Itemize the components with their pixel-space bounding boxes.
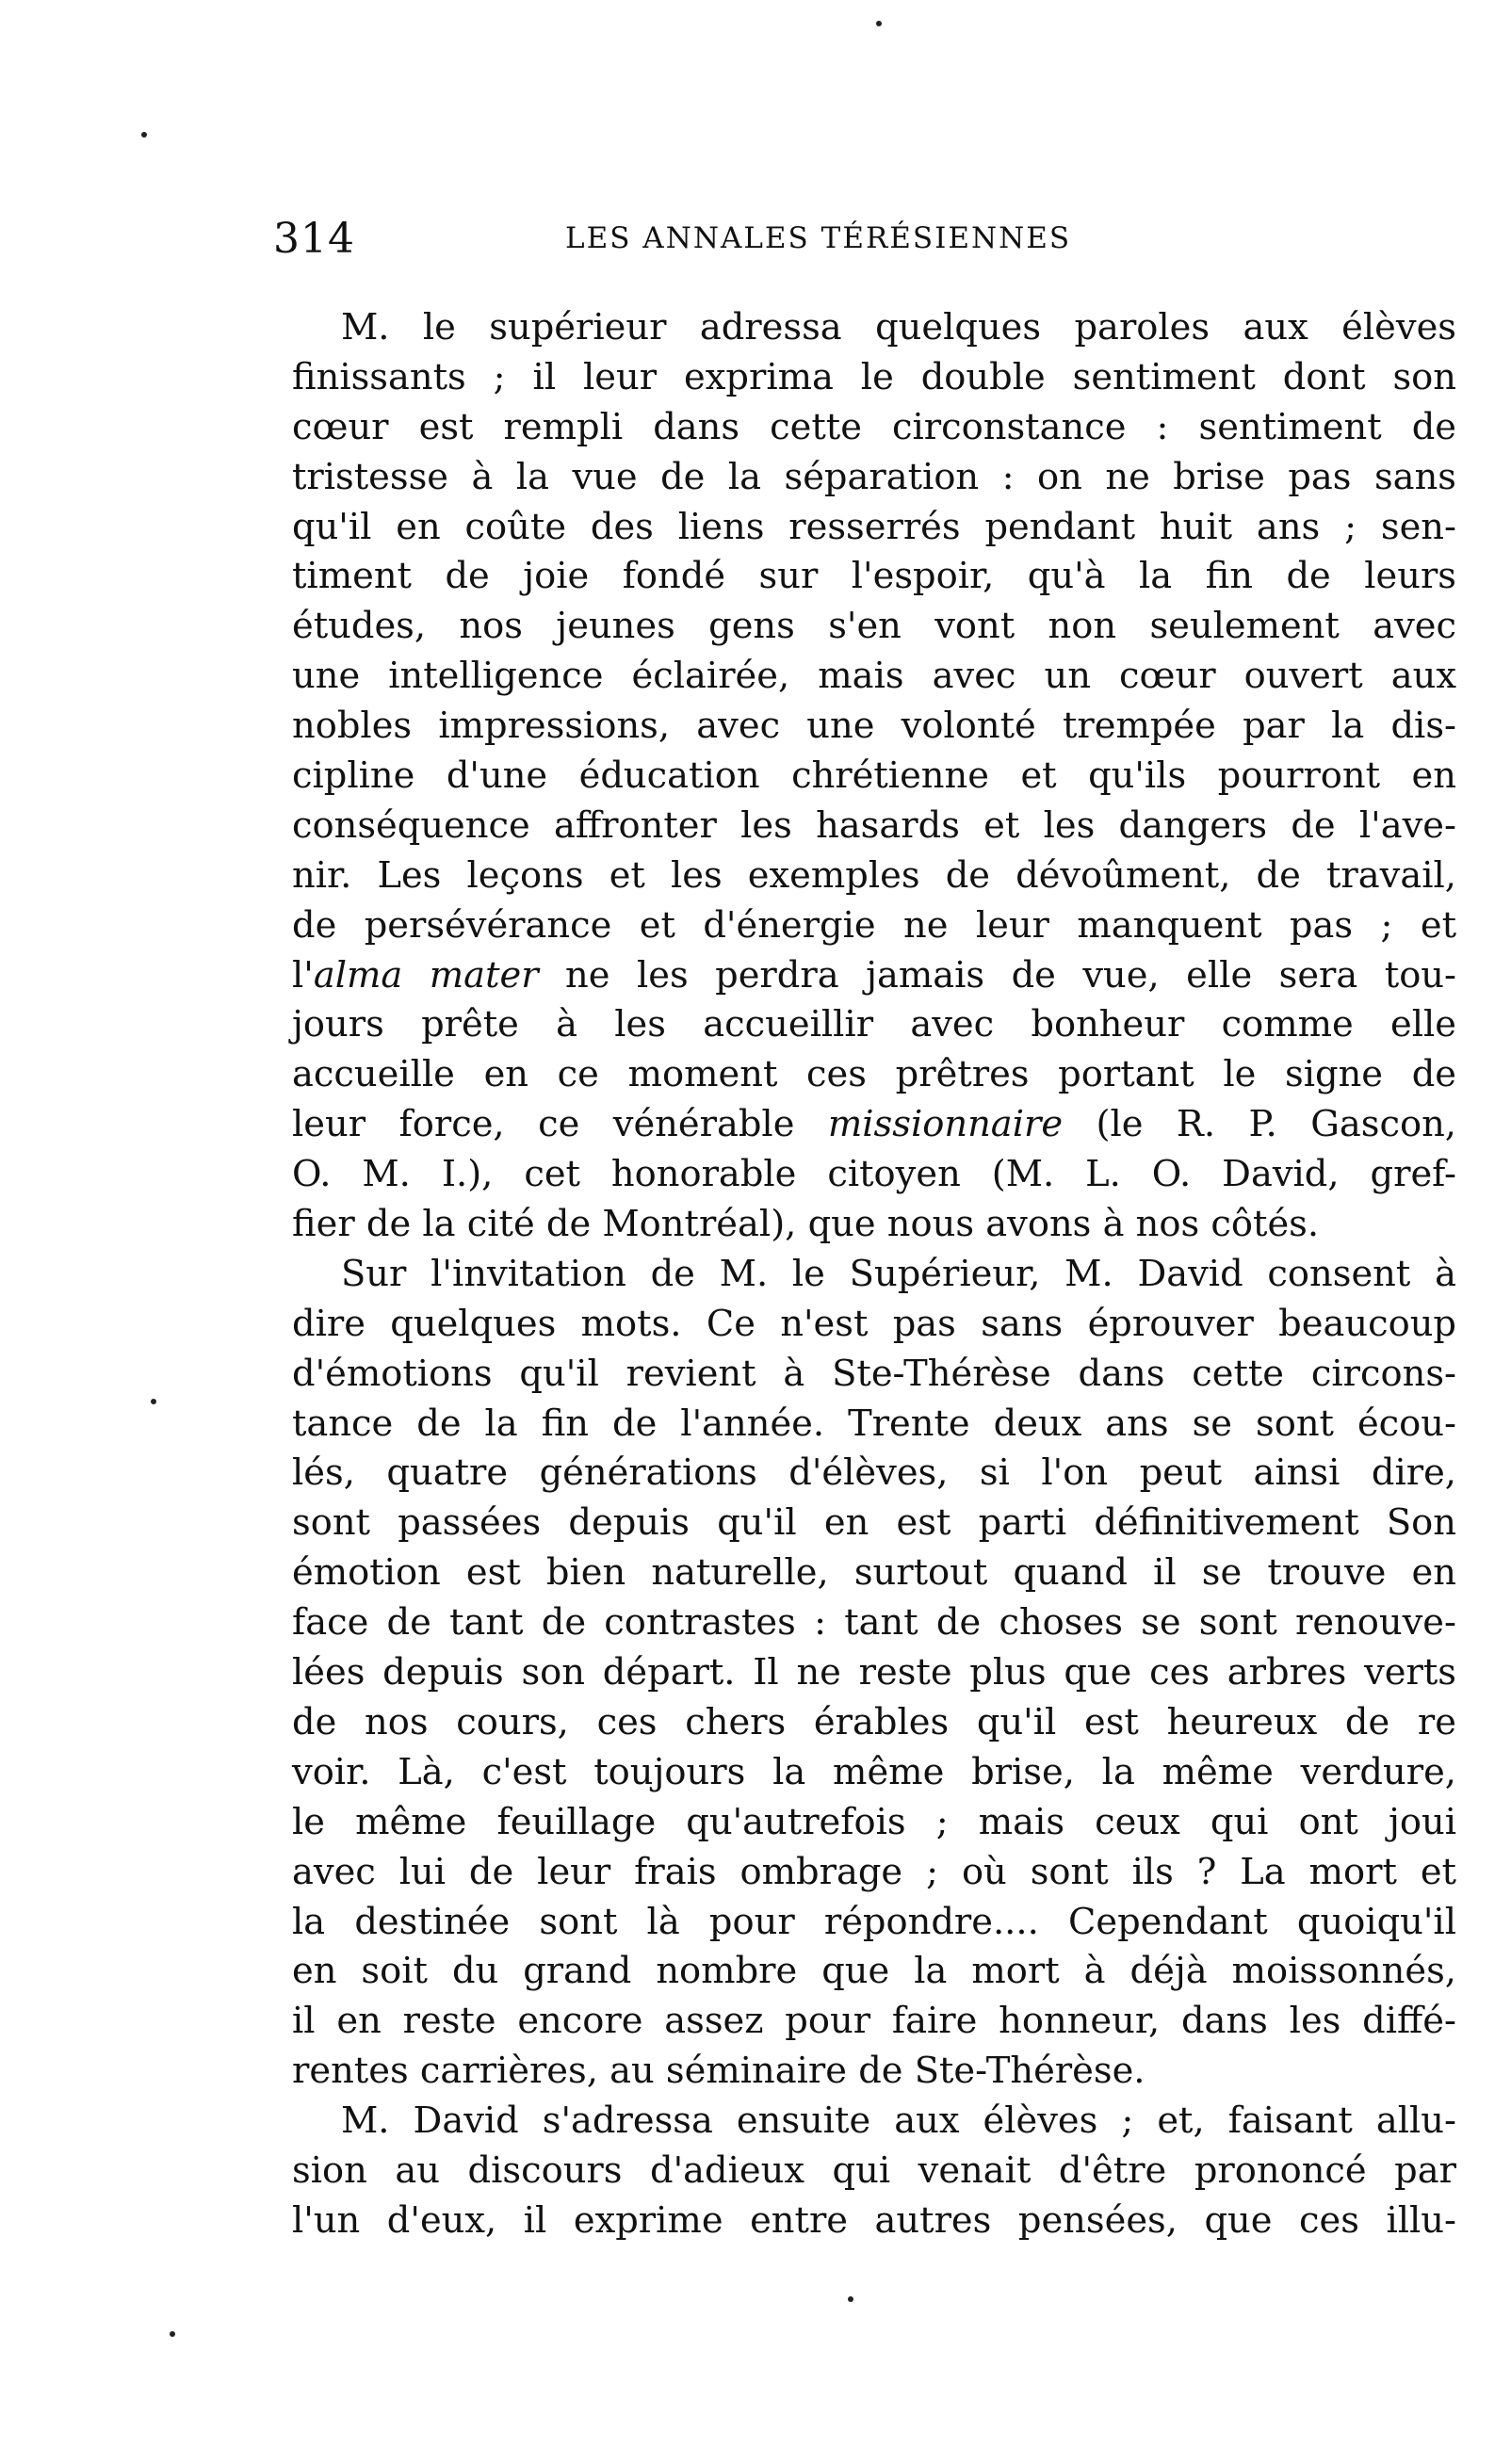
text-line: lées depuis son départ. Il ne reste plus que ces arbres verts [292,1651,1456,1694]
text-line: leur force, ce vénérable missionnaire (le R. P. Gascon, [292,1103,1456,1146]
print-speck [151,1399,156,1404]
text-line: M. David s'adressa ensuite aux élèves ; et, faisant allu- [341,2099,1456,2143]
running-head [273,205,1451,271]
text-line: finissants ; il leur exprima le double sentiment dont son [292,355,1456,398]
text-line: tance de la fin de l'année. Trente deux ans se sont écou- [292,1402,1456,1445]
italic-phrase: missionnaire [827,1103,1064,1146]
text-line: émotion est bien naturelle, surtout quand il se trouve en [292,1551,1456,1595]
text-line: d'émotions qu'il revient à Ste-Thérèse dans cette circons- [292,1352,1456,1395]
text-line: fier de la cité de Montréal), que nous avons à nos côtés. [292,1203,1320,1246]
text-line: M. le supérieur adressa quelques paroles aux élèves [341,306,1456,349]
text-line: timent de joie fondé sur l'espoir, qu'à la fin de leurs [292,555,1456,598]
text-line: accueille en ce moment ces prêtres portant le signe de [292,1053,1456,1096]
text-line: l'un d'eux, il exprime entre autres pensées, que ces illu- [292,2198,1456,2242]
text-line: il en reste encore assez pour faire honneur, dans les diffé- [292,2000,1456,2043]
print-speck [141,132,147,138]
text-line: O. M. I.), cet honorable citoyen (M. L. O. David, gref- [292,1153,1456,1196]
text-line: qu'il en coûte des liens resserrés pendant huit ans ; sen- [292,505,1456,548]
text-line: Sur l'invitation de M. le Supérieur, M. David consent à [341,1252,1456,1295]
text-line: en soit du grand nombre que la mort à déjà moissonnés, [292,1950,1456,1993]
page-number: 314 [273,214,355,263]
print-speck [170,2331,175,2337]
italic-phrase: alma mater [313,953,539,997]
text-line: l'alma mater ne les perdra jamais de vue, elle sera tou- [292,953,1457,997]
text-line: dire quelques mots. Ce n'est pas sans éprouver beaucoup [292,1302,1456,1345]
print-speck [848,2296,853,2302]
text-line: une intelligence éclairée, mais avec un cœur ouvert aux [292,655,1456,698]
text-line: cœur est rempli dans cette circonstance : sentiment de [292,405,1456,448]
text-line: face de tant de contrastes : tant de choses se sont renouve- [292,1601,1456,1645]
text-line: la destinée sont là pour répondre.... Cependant quoiqu'il [292,1900,1456,1943]
text-line: jours prête à les accueillir avec bonheur comme elle [292,1003,1456,1046]
running-title: LES ANNALES TÉRÉSIENNES [565,221,1072,255]
text-line: sion au discours d'adieux qui venait d'être prononcé par [292,2148,1456,2192]
text-line: de persévérance et d'énergie ne leur manquent pas ; et [292,903,1456,947]
text-line: tristesse à la vue de la séparation : on ne brise pas sans [292,455,1456,498]
text-line: cipline d'une éducation chrétienne et qu'ils pourront en [292,754,1456,798]
text-line: avec lui de leur frais ombrage ; où sont ils ? La mort et [292,1850,1456,1893]
text-line: sont passées depuis qu'il en est parti définitivement Son [292,1501,1456,1545]
text-line: de nos cours, ces chers érables qu'il est heureux de re [292,1700,1456,1743]
text-line: nir. Les leçons et les exemples de dévoûment, de travail, [292,853,1456,897]
text-line: conséquence affronter les hasards et les dangers de l'ave- [292,803,1456,847]
text-line: lés, quatre générations d'élèves, si l'on peut ainsi dire, [292,1451,1456,1495]
text-line: nobles impressions, avec une volonté trempée par la dis- [292,705,1456,748]
body-text [292,303,1456,2246]
text-line: rentes carrières, au séminaire de Ste-Thérèse. [292,2050,1145,2093]
text-line: le même feuillage qu'autrefois ; mais ceux qui ont joui [292,1800,1456,1843]
text-line: voir. Là, c'est toujours la même brise, la même verdure, [292,1750,1456,1793]
text-line: études, nos jeunes gens s'en vont non seulement avec [292,605,1456,648]
print-speck [876,21,882,26]
